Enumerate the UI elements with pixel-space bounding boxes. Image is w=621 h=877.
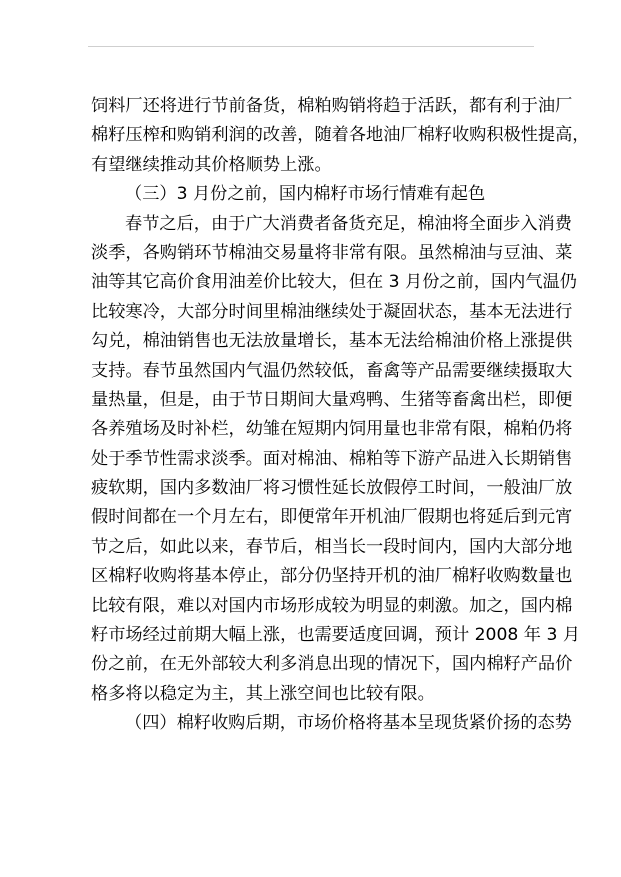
header-rule bbox=[88, 46, 534, 47]
paragraph-line: 淡季，各购销环节棉油交易量将非常有限。虽然棉油与豆油、菜 bbox=[91, 242, 573, 263]
paragraph-line: 饲料厂还将进行节前备货，棉粕购销将趋于活跃，都有利于油厂 bbox=[91, 96, 573, 116]
section-heading: （三）3 月份之前，国内棉籽市场行情难有起色 bbox=[125, 184, 486, 205]
section-heading: （四）棉籽收购后期，市场价格将基本呈现货紧价扬的态势 bbox=[125, 713, 572, 734]
paragraph-line: 份之前，在无外部较大利多消息出现的情况下，国内棉籽产品价 bbox=[91, 654, 573, 675]
document-body bbox=[91, 92, 590, 739]
paragraph-line: 区棉籽收购将基本停止，部分仍坚持开机的油厂棉籽收购数量也 bbox=[91, 566, 573, 587]
paragraph-line: 假时间都在一个月左右，即便常年开机油厂假期也将延后到元宵 bbox=[91, 507, 573, 528]
paragraph-line: 量热量，但是，由于节日期间大量鸡鸭、生猪等畜禽出栏，即便 bbox=[91, 389, 573, 410]
paragraph-line: 比较寒冷，大部分时间里棉油继续处于凝固状态，基本无法进行 bbox=[91, 301, 573, 322]
paragraph-line: 比较有限，难以对国内市场形成较为明显的刺激。加之，国内棉 bbox=[91, 595, 573, 616]
paragraph-line: 油等其它高价食用油差价比较大，但在 3 月份之前，国内气温仍 bbox=[91, 272, 577, 293]
paragraph-line: 春节之后，由于广大消费者备货充足，棉油将全面步入消费 bbox=[125, 213, 572, 234]
paragraph-line: 节之后，如此以来，春节后，相当长一段时间内，国内大部分地 bbox=[91, 536, 573, 557]
paragraph-line: 有望继续推动其价格顺势上涨。 bbox=[91, 154, 332, 175]
paragraph-line: 格多将以稳定为主，其上涨空间也比较有限。 bbox=[91, 683, 435, 704]
paragraph-line: 勾兑，棉油销售也无法放量增长，基本无法给棉油价格上涨提供 bbox=[91, 331, 573, 352]
paragraph-line: 各养殖场及时补栏，幼雏在短期内饲用量也非常有限，棉粕仍将 bbox=[91, 419, 573, 440]
paragraph-line: 棉籽压榨和购销利润的改善，随着各地油厂棉籽收购积极性提高， bbox=[91, 125, 590, 146]
paragraph-line: 支持。春节虽然国内气温仍然较低，畜禽等产品需要继续摄取大 bbox=[91, 360, 573, 381]
paragraph-line: 疲软期，国内多数油厂将习惯性延长放假停工时间，一般油厂放 bbox=[91, 478, 573, 499]
paragraph-line: 籽市场经过前期大幅上涨，也需要适度回调，预计 2008 年 3 月 bbox=[91, 625, 581, 646]
paragraph-line: 处于季节性需求淡季。面对棉油、棉粕等下游产品进入长期销售 bbox=[91, 448, 573, 469]
